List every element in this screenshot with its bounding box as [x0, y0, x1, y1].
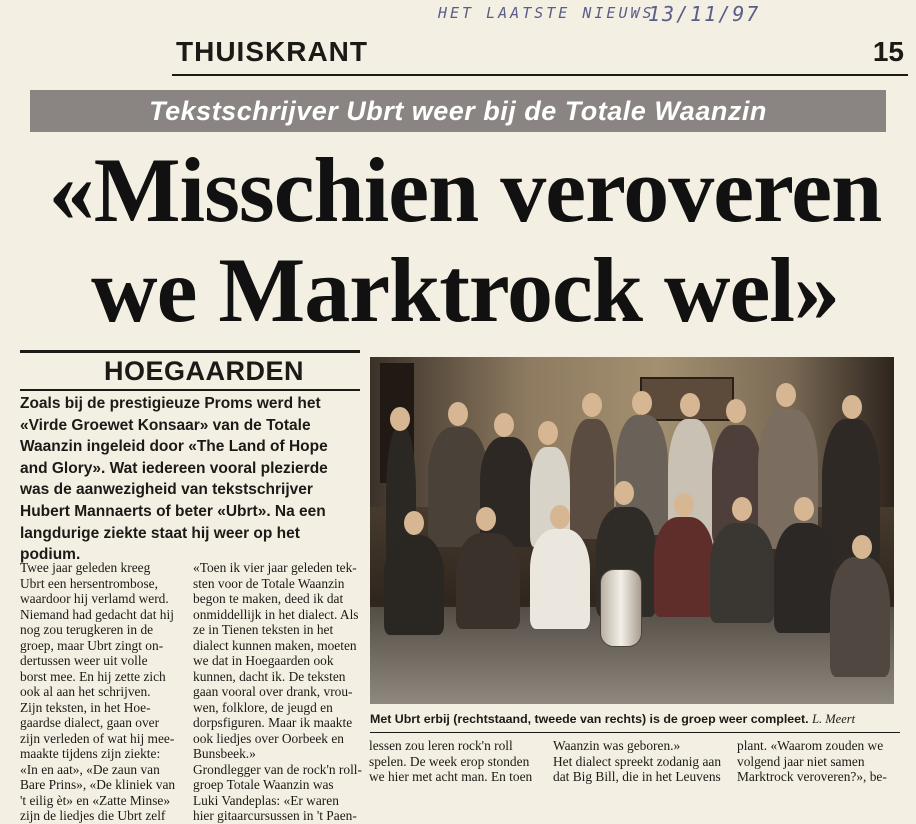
bottom-column-1 — [369, 738, 547, 785]
body-line: dat Big Bill, die in het Leuvens — [553, 769, 721, 784]
person-head — [794, 497, 814, 521]
body-column-2 — [193, 560, 363, 824]
body-line: hier gitaarcursussen in 't Paen- — [193, 808, 357, 823]
body-line: spelen. De week erop stonden — [369, 753, 530, 769]
body-line: ook al aan het schrijven. — [20, 684, 151, 699]
body-line: we hier met acht man. En toen — [369, 769, 533, 784]
body-line: dertussen weer uit volle — [20, 653, 148, 668]
person-head — [632, 391, 652, 415]
person-head — [448, 402, 468, 426]
person-figure — [428, 427, 488, 547]
body-line: lessen zou leren rock'n roll — [369, 738, 513, 753]
person-head — [476, 507, 496, 531]
person-figure — [830, 557, 890, 677]
caption-text: Met Ubrt erbij (rechtstaand, tweede van rechts) is de groep weer compleet. — [370, 712, 809, 726]
person-figure — [456, 533, 520, 629]
handwritten-date: 13/11/97 — [648, 2, 761, 26]
headline-line-1: «Misschien veroveren — [48, 139, 882, 241]
body-line: ze in Tienen teksten in het — [193, 622, 334, 637]
person-head — [390, 407, 410, 431]
body-line: we dat in Hoegaarden ook — [193, 653, 334, 668]
group-photo — [370, 357, 894, 704]
body-line: sten voor de Totale Waanzin — [193, 575, 345, 591]
lead-line: and Glory». Wat iedereen vooral plezierde — [20, 459, 328, 477]
person-head — [680, 393, 700, 417]
body-line: Luki Vandeplas: «Er waren — [193, 792, 339, 808]
person-head — [494, 413, 514, 437]
person-head — [582, 393, 602, 417]
body-line: Zijn teksten, in het Hoe- — [20, 699, 151, 715]
body-line: Het dialect spreekt zodanig aan — [553, 753, 722, 769]
body-line: zijn de liedjes die Ubrt zelf — [20, 808, 166, 823]
photo-barrel — [600, 569, 642, 647]
person-head — [538, 421, 558, 445]
section-title: THUISKRANT — [176, 36, 368, 67]
lead-line: Hubert Mannaerts of beter «Ubrt». Na een — [20, 502, 326, 520]
headline-line-2: we Marktrock wel» — [91, 239, 839, 341]
body-line: borst mee. En hij zette zich — [20, 668, 166, 684]
body-line: «Toen ik vier jaar geleden tek- — [193, 560, 357, 575]
body-line: Marktrock veroveren?», be- — [737, 769, 887, 784]
person-figure — [654, 517, 714, 617]
body-line: Waanzin was geboren.» — [553, 738, 681, 753]
body-line: Bunsbeek.» — [193, 746, 256, 761]
body-line: Bare Prins», «De kliniek van — [20, 777, 176, 792]
body-line: Ubrt een hersentrombose, — [20, 575, 158, 591]
lead-line: podium. — [20, 546, 81, 564]
body-line: Grondlegger van de rock'n roll- — [193, 761, 362, 777]
person-figure — [774, 523, 834, 633]
body-line: begon te maken, deed ik dat — [193, 591, 344, 606]
person-figure — [710, 523, 774, 623]
body-line: «In en aat», «De zaun van — [20, 761, 160, 777]
dateline-rule-top — [20, 350, 360, 353]
body-line: 't eilig èt» en «Zatte Minse» — [20, 792, 171, 808]
person-head — [776, 383, 796, 407]
body-line: nog zou terugkeren in de — [20, 622, 154, 637]
body-line: zijn verleden of wat hij mee- — [20, 730, 175, 746]
person-head — [852, 535, 872, 559]
dateline-rule-bottom — [20, 389, 360, 391]
lead-line: «Virde Groewet Konsaar» van de Totale — [20, 416, 311, 434]
body-line: maakte tijdens zijn ziekte: — [20, 746, 161, 761]
body-column-1 — [20, 560, 186, 824]
body-line: gaan vooral over drank, vrou- — [193, 684, 353, 699]
lead-line: was de aanwezigheid van tekstschrijver — [20, 481, 313, 499]
body-line: gaardse dialect, gaan over — [20, 715, 160, 730]
headline — [30, 140, 900, 340]
body-line: volgend jaar niet samen — [737, 753, 865, 769]
person-head — [404, 511, 424, 535]
body-line: plant. «Waarom zouden we — [737, 738, 884, 753]
body-line: wen, folklore, de jeugd en — [193, 699, 333, 715]
photo-credit: L. Meert — [812, 712, 856, 726]
lead-line: Zoals bij de prestigieuze Proms werd het — [20, 395, 321, 412]
dateline: HOEGAARDEN — [104, 356, 305, 386]
lead-paragraph — [20, 393, 365, 566]
bottom-column-2 — [553, 738, 727, 785]
body-line: onmiddellijk in het dialect. Als — [193, 606, 359, 622]
photo-caption — [370, 711, 900, 727]
body-line: groep, maar Ubrt zingt on- — [20, 637, 164, 653]
body-line: Niemand had gedacht dat hij — [20, 606, 174, 622]
bottom-column-3 — [737, 738, 900, 785]
masthead-rule — [172, 74, 908, 76]
kicker-band — [30, 90, 886, 132]
body-line: kunnen, dacht ik. De teksten — [193, 668, 346, 684]
body-line: waardoor hij verlamd werd. — [20, 591, 169, 606]
body-line: ook liedjes over Oorbeek en — [193, 730, 344, 746]
person-head — [674, 493, 694, 517]
body-line: groep Totale Waanzin was — [193, 777, 334, 792]
page-number: 15 — [872, 36, 904, 67]
person-head — [726, 399, 746, 423]
person-head — [614, 481, 634, 505]
person-figure — [384, 535, 444, 635]
kicker-text: Tekstschrijver Ubrt weer bij de Totale Waanzin — [149, 95, 767, 126]
lead-line: Waanzin ingeleid door «The Land of Hope — [20, 438, 328, 456]
person-head — [732, 497, 752, 521]
lead-line: langdurige ziekte staat hij weer op het — [20, 524, 300, 542]
person-figure — [530, 529, 590, 629]
body-line: dorpsfiguren. Maar ik maakte — [193, 715, 353, 730]
body-line: Twee jaar geleden kreeg — [20, 560, 151, 575]
handwritten-newspaper-name: HET LAATSTE NIEUWS — [438, 4, 655, 22]
caption-rule — [370, 732, 900, 733]
body-line: dialect kunnen maken, moeten — [193, 637, 357, 653]
person-head — [842, 395, 862, 419]
person-head — [550, 505, 570, 529]
